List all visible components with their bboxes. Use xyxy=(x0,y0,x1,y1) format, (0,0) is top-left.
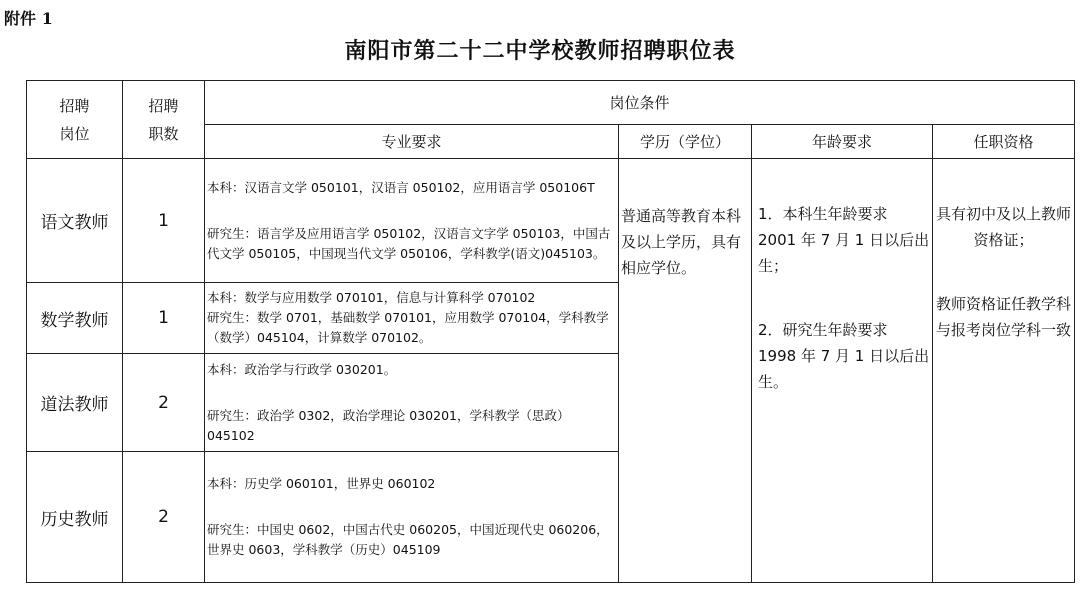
header-position xyxy=(27,81,123,159)
major-graduate: 研究生：政治学 0302，政治学理论 030201，学科教学（思政）045102 xyxy=(207,407,570,443)
table-row xyxy=(27,159,1075,283)
position-cell: 道法教师 xyxy=(27,354,123,452)
major-undergrad: 本科：汉语言文学 050101，汉语言 050102，应用语言学 050106T xyxy=(207,179,595,195)
header-count-line1: 招聘 xyxy=(148,96,179,115)
major-undergrad: 本科：历史学 060101，世界史 060102 xyxy=(207,476,436,491)
major-graduate: 研究生：中国史 0602，中国古代史 060205，中国近现代史 060206，世界史 0603，学科教学（历史）045109 xyxy=(207,522,609,557)
age-item-undergrad: 1．本科生年龄要求 2001 年 7 月 1 日以后出生； xyxy=(758,205,930,275)
qualification-item-2: 教师资格证任教学科与报考岗位学科一致 xyxy=(936,295,1072,339)
major-cell xyxy=(205,283,619,354)
header-conditions: 岗位条件 xyxy=(205,81,1075,125)
document-title: 南阳市第二十二中学校教师招聘职位表 xyxy=(344,38,736,64)
major-undergrad: 本科：数学与应用数学 070101，信息与计算科学 070102 xyxy=(207,290,536,305)
major-cell xyxy=(205,354,619,452)
header-qualification: 任职资格 xyxy=(933,125,1075,159)
age-cell xyxy=(752,159,933,583)
count-cell: 2 xyxy=(123,354,205,452)
major-graduate: 研究生：数学 0701，基础数学 070101，应用数学 070104，学科教学（数学）045104，计算数学 070102。 xyxy=(207,310,609,345)
position-cell: 语文教师 xyxy=(27,159,123,283)
education-cell: 普通高等教育本科及以上学历，具有相应学位。 xyxy=(619,159,752,583)
qualification-cell xyxy=(933,159,1075,583)
major-cell xyxy=(205,452,619,583)
position-cell: 历史教师 xyxy=(27,452,123,583)
header-position-line2: 岗位 xyxy=(59,124,90,143)
count-cell: 1 xyxy=(123,283,205,354)
header-position-line1: 招聘 xyxy=(59,96,90,115)
header-count-line2: 职数 xyxy=(148,124,179,143)
position-cell: 数学教师 xyxy=(27,283,123,354)
header-major: 专业要求 xyxy=(205,125,619,159)
count-cell: 2 xyxy=(123,452,205,583)
header-count xyxy=(123,81,205,159)
major-graduate: 研究生：语言学及应用语言学 050102，汉语言文字学 050103，中国古代文学 050105，中国现当代文学 050106，学科教学(语文)045103。 xyxy=(207,225,611,261)
header-age: 年龄要求 xyxy=(752,125,933,159)
age-item-graduate: 2．研究生年龄要求 1998 年 7 月 1 日以后出生。 xyxy=(758,321,930,391)
count-cell: 1 xyxy=(123,159,205,283)
qualification-item-1: 具有初中及以上教师资格证； xyxy=(936,205,1072,249)
header-education: 学历（学位） xyxy=(619,125,752,159)
major-undergrad: 本科：政治学与行政学 030201。 xyxy=(207,361,397,377)
major-cell xyxy=(205,159,619,283)
attachment-label: 附件 1 xyxy=(4,9,53,28)
recruitment-table xyxy=(26,80,1075,583)
